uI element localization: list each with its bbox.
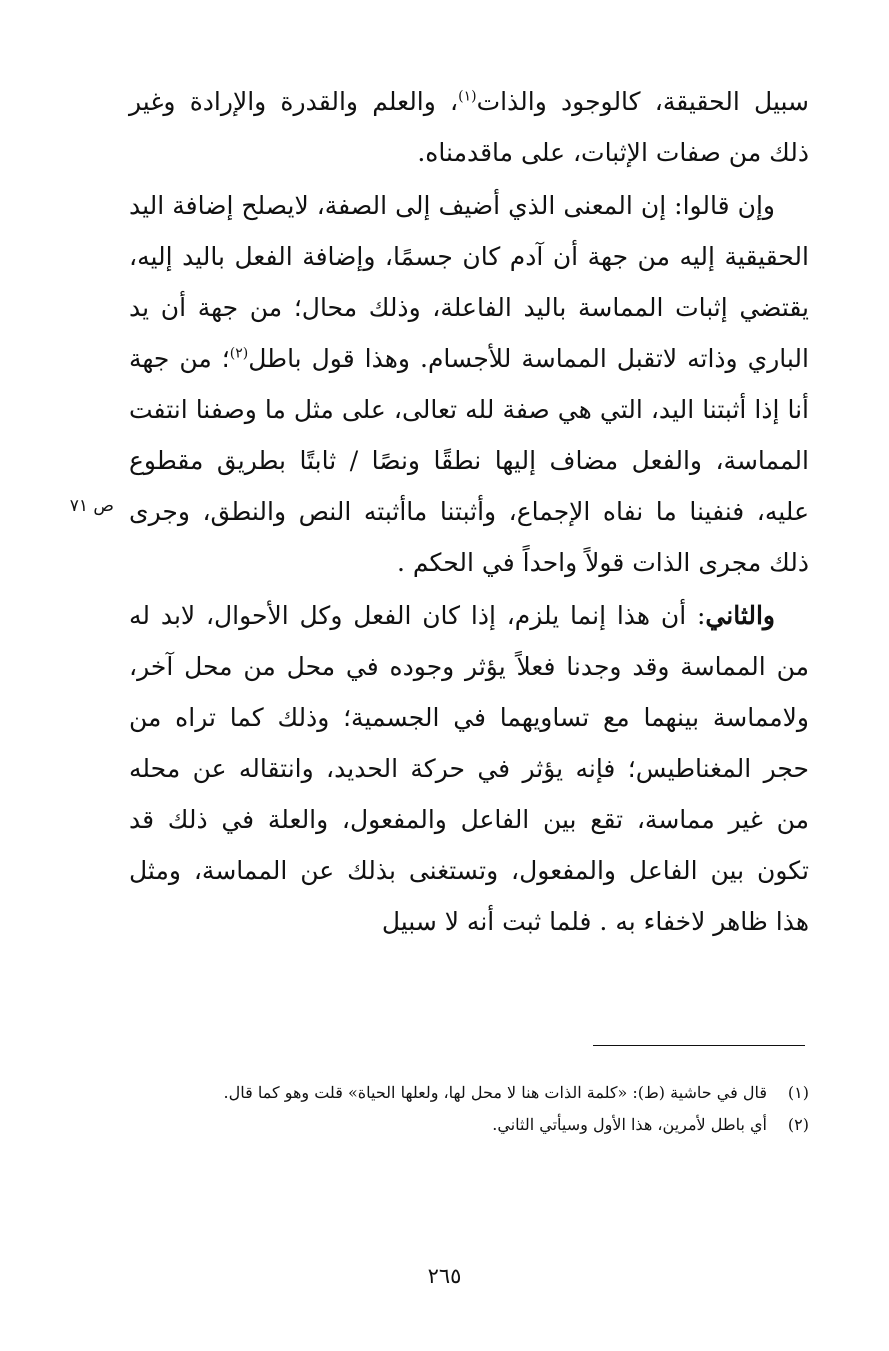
page-number: ٢٦٥: [427, 1264, 462, 1288]
paragraph-1-text-b: ، والعلم والقدرة والإرادة وغير ذلك من صفات الإثبات، على ماقدمناه.: [129, 87, 809, 167]
paragraph-1-text-a: سبيل الحقيقة، كالوجود والذات: [476, 87, 809, 116]
footnote-1-text: قال في حاشية (ط): «كلمة الذات هنا لا محل لها، ولعلها الحياة» قلت وهو كما قال.: [223, 1083, 767, 1102]
paragraph-3-text: : أن هذا إنما يلزم، إذا كان الفعل وكل الأحوال، لابد له من المماسة وقد وجدنا فعلاً يؤثر وجوده في محل من محل آخر، ولامماسة بينهما مع تساويهما في الجسمية؛ وذلك كما تراه من حجر المغناطيس؛ فإنه يؤثر في حركة الحديد، وانتقاله عن محله من غير مماسة، تقع بين الفاعل والمفعول، والعلة في ذلك قد تكون بين الفاعل والمفعول، وتستغنى بذلك عن المماسة، ومثل هذا ظاهر لاخفاء به . فلما ثبت أنه لا سبيل: [129, 601, 809, 936]
paragraph-3-lead: والثاني: [705, 601, 775, 630]
footnote-2: [129, 1109, 809, 1141]
paragraph-2-text-a: وإن قالوا: إن المعنى الذي أضيف إلى الصفة، لايصلح إضافة اليد الحقيقية إليه من جهة أن آدم كان جسمًا، وإضافة الفعل باليد إليه، يقتضي إثبات المماسة باليد الفاعلة، وذلك محال؛ من جهة أن يد الباري وذاته لاتقبل المماسة للأجسام. وهذا قول باطل: [129, 191, 809, 373]
paragraph-1: [129, 76, 809, 178]
paragraph-2-text-b: ؛ من جهة أنا إذا أثبتنا اليد، التي هي صفة لله تعالى، على مثل ما وصفنا انتفت المماسة، والفعل مضاف إليها نطقًا ونصًا / ثابتًا بطريق مقطوع عليه، فنفينا ما نفاه الإجماع، وأثبتنا ماأثبته النص والنطق، وجرى ذلك مجرى الذات قولاً واحداً في الحكم .: [129, 344, 809, 577]
footnote-1-number: (١): [787, 1083, 809, 1102]
footnote-2-text: أي باطل لأمرين، هذا الأول وسيأتي الثاني.: [492, 1115, 767, 1134]
footnote-ref-2[interactable]: (٢): [229, 345, 249, 362]
footnote-ref-1[interactable]: (١): [458, 88, 477, 105]
footnote-1: [129, 1077, 809, 1109]
main-text: [129, 76, 809, 947]
footnotes: [129, 1077, 809, 1141]
margin-page-reference: ص ٧١: [69, 496, 114, 516]
footnote-2-number: (٢): [787, 1115, 809, 1134]
paragraph-3: [129, 590, 809, 947]
footnote-separator: [593, 1045, 805, 1046]
paragraph-2: [129, 180, 809, 588]
